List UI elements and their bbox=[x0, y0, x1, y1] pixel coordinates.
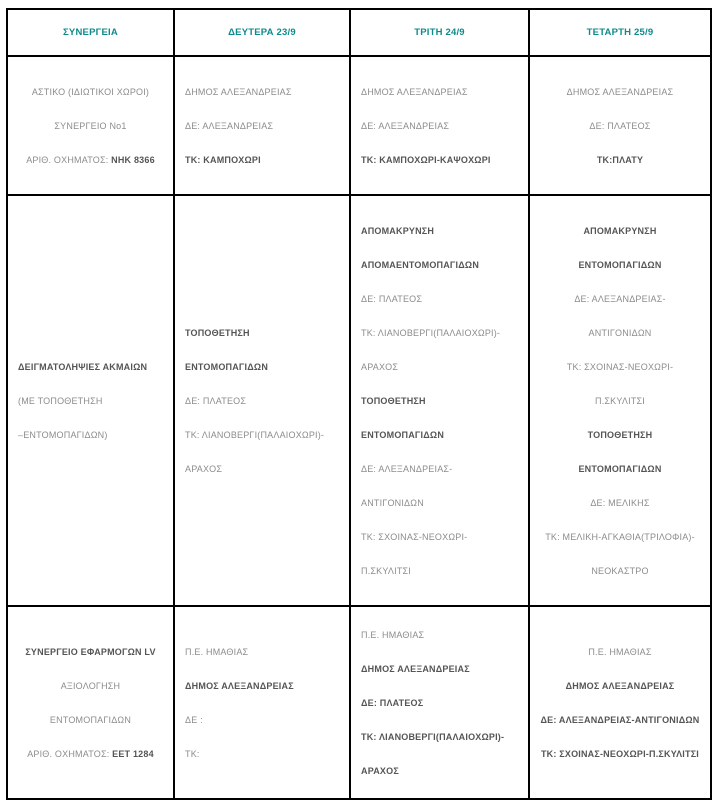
text-line bbox=[18, 418, 165, 452]
text-segment: ΔΗΜΟΣ ΑΛΕΞΑΝΔΡΕΙΑΣ bbox=[566, 86, 674, 97]
text-segment: ΔΕ: ΠΛΑΤΕΟΣ bbox=[361, 293, 423, 304]
text-segment: ΤΚ: bbox=[185, 748, 200, 759]
text-segment-bold: ΑΡΑΧΟΣ bbox=[361, 765, 399, 776]
text-segment: ΑΝΤΙΓΟΝΙΔΩΝ bbox=[361, 497, 424, 508]
schedule-cell-r1-c4 bbox=[529, 56, 711, 195]
text-line bbox=[538, 143, 702, 177]
schedule-cell-r2-c4 bbox=[529, 195, 711, 606]
text-segment: ΔΗΜΟΣ ΑΛΕΞΑΝΔΡΕΙΑΣ bbox=[185, 86, 292, 97]
text-segment: ΤΚ: ΜΕΛΙΚΗ-ΑΓΚΑΘΙΑ(ΤΡΙΛΟΦΙΑ)- bbox=[545, 531, 695, 542]
text-line bbox=[16, 75, 165, 109]
schedule-cell-r2-c1 bbox=[7, 195, 174, 606]
schedule-table bbox=[6, 8, 712, 800]
schedule-cell-r3-c1 bbox=[7, 606, 174, 799]
body-row-1 bbox=[7, 56, 711, 195]
text-segment-bold: ΤΚ: ΚΑΜΠΟΧΩΡΙ bbox=[185, 154, 261, 165]
text-line bbox=[361, 720, 520, 754]
text-line bbox=[185, 703, 341, 737]
text-segment: ΔΕ: ΠΛΑΤΕΟΣ bbox=[589, 120, 651, 131]
text-line bbox=[361, 384, 520, 418]
text-segment: ΤΚ: ΛΙΑΝΟΒΕΡΓΙ(ΠΑΛΑΙΟΧΩΡΙ)- bbox=[361, 327, 501, 338]
text-segment-bold: ΤΟΠΟΘΕΤΗΣΗ bbox=[361, 395, 426, 406]
text-segment: (ΜΕ ΤΟΠΟΘΕΤΗΣΗ bbox=[18, 395, 103, 406]
text-segment-bold: ΔΕ: ΠΛΑΤΕΟΣ bbox=[361, 697, 424, 708]
text-line bbox=[185, 669, 341, 703]
text-line bbox=[538, 75, 702, 109]
schedule-cell-r1-c3 bbox=[350, 56, 529, 195]
text-line bbox=[185, 316, 341, 350]
text-segment-bold: ΔΗΜΟΣ ΑΛΕΞΑΝΔΡΕΙΑΣ bbox=[565, 680, 675, 691]
text-segment-bold: ΤΟΠΟΘΕΤΗΣΗ bbox=[587, 429, 653, 440]
text-line bbox=[538, 109, 702, 143]
text-line bbox=[185, 635, 341, 669]
text-line bbox=[185, 350, 341, 384]
text-segment-bold: ΕΝΤΟΜΟΠΑΓΙΔΩΝ bbox=[361, 429, 445, 440]
text-segment: ΑΝΤΙΓΟΝΙΔΩΝ bbox=[588, 327, 652, 338]
text-line bbox=[538, 669, 702, 703]
text-line bbox=[185, 384, 341, 418]
text-segment: –ΕΝΤΟΜΟΠΑΓΙΔΩΝ) bbox=[18, 429, 108, 440]
text-line bbox=[16, 635, 165, 669]
text-line bbox=[361, 452, 520, 486]
text-line bbox=[538, 635, 702, 669]
text-line bbox=[361, 686, 520, 720]
text-line bbox=[538, 316, 702, 350]
text-line bbox=[361, 618, 520, 652]
text-line bbox=[185, 452, 341, 486]
schedule-cell-r2-c3 bbox=[350, 195, 529, 606]
text-segment: ΔΕ: ΑΛΕΞΑΝΔΡΕΙΑΣ- bbox=[574, 293, 666, 304]
text-segment-bold: ΤΚ: ΣΧΟΙΝΑΣ-ΝΕΟΧΩΡΙ-Π.ΣΚΥΛΙΤΣΙ bbox=[540, 748, 699, 759]
text-segment: ΔΕ : bbox=[185, 714, 203, 725]
text-segment-bold: ΑΠΟΜΑΕΝΤΟΜΟΠΑΓΙΔΩΝ bbox=[361, 259, 480, 270]
text-line bbox=[18, 384, 165, 418]
text-segment: Π.ΣΚΥΛΙΤΣΙ bbox=[595, 395, 645, 406]
body-row-2 bbox=[7, 195, 711, 606]
schedule-body bbox=[7, 56, 711, 799]
text-segment: ΑΡΑΧΟΣ bbox=[361, 361, 399, 372]
text-segment-bold: ΔΗΜΟΣ ΑΛΕΞΑΝΔΡΕΙΑΣ bbox=[185, 680, 294, 691]
text-segment: ΔΕ: ΠΛΑΤΕΟΣ bbox=[185, 395, 247, 406]
text-segment: ΔΕ: ΑΛΕΞΑΝΔΡΕΙΑΣ bbox=[185, 120, 274, 131]
text-segment-bold: ΤΚ: ΛΙΑΝΟΒΕΡΓΙ(ΠΑΛΑΙΟΧΩΡΙ)- bbox=[361, 731, 505, 742]
text-line bbox=[185, 737, 341, 771]
text-segment-bold: ΔΗΜΟΣ ΑΛΕΞΑΝΔΡΕΙΑΣ bbox=[361, 663, 470, 674]
text-line bbox=[538, 214, 702, 248]
text-line bbox=[538, 486, 702, 520]
text-line bbox=[18, 350, 165, 384]
text-line bbox=[538, 703, 702, 737]
column-header-monday: ΔΕΥΤΕΡΑ 23/9 bbox=[174, 9, 350, 56]
column-header-synergeia: ΣΥΝΕΡΓΕΙΑ bbox=[7, 9, 174, 56]
schedule-cell-r1-c2 bbox=[174, 56, 350, 195]
text-segment-bold: ΤΚ:ΠΛΑΤΥ bbox=[596, 154, 644, 165]
text-line bbox=[361, 754, 520, 788]
text-line bbox=[538, 554, 702, 588]
text-segment-bold: ΕΝΤΟΜΟΠΑΓΙΔΩΝ bbox=[578, 259, 662, 270]
text-line bbox=[361, 418, 520, 452]
text-line bbox=[361, 214, 520, 248]
text-segment: Π.ΣΚΥΛΙΤΣΙ bbox=[361, 565, 411, 576]
text-line bbox=[16, 143, 165, 177]
text-line bbox=[361, 282, 520, 316]
text-segment: ΣΥΝΕΡΓΕΙΟ Νο1 bbox=[54, 120, 127, 131]
text-line bbox=[538, 737, 702, 771]
text-line bbox=[185, 143, 341, 177]
text-segment: ΑΣΤΙΚΟ (ΙΔΙΩΤΙΚΟΙ ΧΩΡΟΙ) bbox=[31, 86, 150, 97]
text-segment: ΔΗΜΟΣ ΑΛΕΞΑΝΔΡΕΙΑΣ bbox=[361, 86, 468, 97]
text-line bbox=[361, 75, 520, 109]
text-line bbox=[16, 109, 165, 143]
text-line bbox=[538, 520, 702, 554]
text-segment: ΑΡΑΧΟΣ bbox=[185, 463, 223, 474]
text-segment-bold: ΤΟΠΟΘΕΤΗΣΗ bbox=[185, 327, 250, 338]
text-line bbox=[361, 109, 520, 143]
text-segment-bold: ΕΝΤΟΜΟΠΑΓΙΔΩΝ bbox=[578, 463, 662, 474]
header-row bbox=[7, 9, 711, 56]
text-line bbox=[185, 109, 341, 143]
text-segment: ΔΕ: ΜΕΛΙΚΗΣ bbox=[590, 497, 650, 508]
text-segment: ΕΝΤΟΜΟΠΑΓΙΔΩΝ bbox=[49, 714, 132, 725]
text-segment: Π.Ε. ΗΜΑΘΙΑΣ bbox=[185, 646, 249, 657]
text-segment: Π.Ε. ΗΜΑΘΙΑΣ bbox=[361, 629, 425, 640]
text-segment: ΤΚ: ΣΧΟΙΝΑΣ-ΝΕΟΧΩΡΙ- bbox=[566, 361, 674, 372]
text-segment: Π.Ε. ΗΜΑΘΙΑΣ bbox=[588, 646, 652, 657]
text-line bbox=[538, 418, 702, 452]
text-segment-bold: ΤΚ: ΚΑΜΠΟΧΩΡΙ-ΚΑΨΟΧΩΡΙ bbox=[361, 154, 491, 165]
text-line bbox=[361, 316, 520, 350]
text-segment: ΔΕ: ΑΛΕΞΑΝΔΡΕΙΑΣ- bbox=[361, 463, 453, 474]
text-segment: ΔΕ: ΑΛΕΞΑΝΔΡΕΙΑΣ bbox=[361, 120, 450, 131]
column-header-wednesday: ΤΕΤΑΡΤΗ 25/9 bbox=[529, 9, 711, 56]
schedule-cell-r3-c2 bbox=[174, 606, 350, 799]
text-line bbox=[361, 486, 520, 520]
text-line bbox=[16, 669, 165, 703]
text-segment: ΤΚ: ΣΧΟΙΝΑΣ-ΝΕΟΧΩΡΙ- bbox=[361, 531, 468, 542]
text-segment: ΤΚ: ΛΙΑΝΟΒΕΡΓΙ(ΠΑΛΑΙΟΧΩΡΙ)- bbox=[185, 429, 325, 440]
column-header-tuesday: ΤΡΙΤΗ 24/9 bbox=[350, 9, 529, 56]
text-line bbox=[538, 350, 702, 384]
text-line bbox=[361, 652, 520, 686]
text-line bbox=[538, 282, 702, 316]
text-segment: ΑΡΙΘ. ΟΧΗΜΑΤΟΣ: bbox=[26, 154, 112, 165]
text-segment-bold: ΕΕΤ 1284 bbox=[112, 748, 154, 759]
text-line bbox=[361, 554, 520, 588]
text-line bbox=[185, 75, 341, 109]
text-line bbox=[16, 737, 165, 771]
text-segment: ΑΞΙΟΛΟΓΗΣΗ bbox=[60, 680, 121, 691]
text-segment-bold: ΕΝΤΟΜΟΠΑΓΙΔΩΝ bbox=[185, 361, 269, 372]
schedule-cell-r2-c2 bbox=[174, 195, 350, 606]
text-segment-bold: ΣΥΝΕΡΓΕΙΟ ΕΦΑΡΜΟΓΩΝ LV bbox=[25, 646, 156, 657]
text-segment-bold: ΑΠΟΜΑΚΡΥΝΣΗ bbox=[361, 225, 435, 236]
text-line bbox=[361, 248, 520, 282]
text-line bbox=[16, 703, 165, 737]
text-segment-bold: ΔΕΙΓΜΑΤΟΛΗΨΙΕΣ ΑΚΜΑΙΩΝ bbox=[18, 361, 148, 372]
text-line bbox=[538, 452, 702, 486]
text-line bbox=[361, 350, 520, 384]
text-line bbox=[185, 418, 341, 452]
text-segment: ΝΕΟΚΑΣΤΡΟ bbox=[591, 565, 649, 576]
schedule-cell-r3-c4 bbox=[529, 606, 711, 799]
body-row-3 bbox=[7, 606, 711, 799]
text-segment-bold: ΝΗΚ 8366 bbox=[111, 154, 155, 165]
text-segment-bold: ΔΕ: ΑΛΕΞΑΝΔΡΕΙΑΣ-ΑΝΤΙΓΟΝΙΔΩΝ bbox=[540, 714, 700, 725]
text-line bbox=[361, 520, 520, 554]
schedule-cell-r1-c1 bbox=[7, 56, 174, 195]
text-line bbox=[538, 248, 702, 282]
text-segment: ΑΡΙΘ. ΟΧΗΜΑΤΟΣ: bbox=[27, 748, 113, 759]
schedule-cell-r3-c3 bbox=[350, 606, 529, 799]
text-line bbox=[361, 143, 520, 177]
text-segment-bold: ΑΠΟΜΑΚΡΥΝΣΗ bbox=[583, 225, 657, 236]
text-line bbox=[538, 384, 702, 418]
